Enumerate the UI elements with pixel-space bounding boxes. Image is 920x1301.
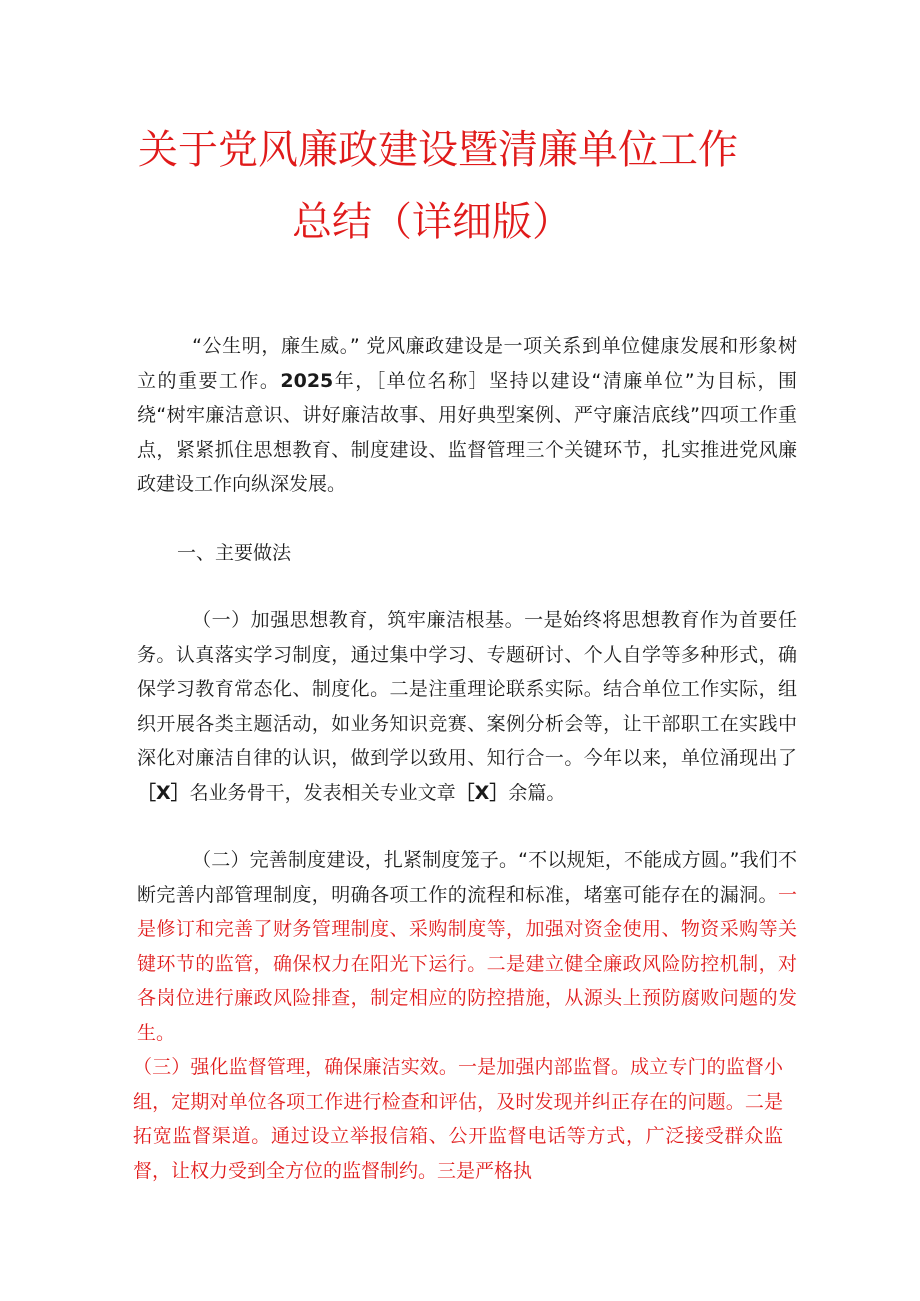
title-line-1: 关于党风廉政建设暨清廉单位工作 xyxy=(138,127,738,173)
item-1-text-b: 名业务骨干，发表相关专业文章 xyxy=(189,781,456,804)
item-1-placeholder-2: ［X］ xyxy=(455,781,509,804)
item-1-text-a: （一）加强思想教育，筑牢廉洁根基。一是始终将思想教育作为首要任务。认真落实学习制度，通过集中学习、专题研讨、个人自学等多种形式，确保学习教育常态化、制度化。二是注重理论联系实际。结合单位工作实际，组织开展各类主题活动，如业务知识竞赛、案例分析会等，让干部职工在实践中深化对廉洁自律的认识，做到学以致用、知行合一。今年以来，单位涌现出了 xyxy=(137,609,797,769)
intro-text-1: “公生明，廉生威。” 党风廉政建设是一项关系到单位健康发展和形象树立的重要工作。 xyxy=(137,335,797,392)
title-line-2: 总结（详细版） xyxy=(292,199,572,245)
item-1-text-c: 余篇。 xyxy=(508,781,566,804)
item-2-paragraph xyxy=(137,843,797,1050)
section-heading-main-practices: 一、主要做法 xyxy=(177,542,292,564)
intro-paragraph xyxy=(137,329,797,502)
item-1-paragraph xyxy=(137,603,797,810)
item-1-placeholder-1: ［X］ xyxy=(137,781,190,804)
item-3-text: （三）强化监督管理，确保廉洁实效。一是加强内部监督。成立专门的监督小组，定期对单位各项工作进行检查和评估，及时发现并纠正存在的问题。二是拓宽监督渠道。通过设立举报信箱、公开监督电话等方式，广泛接受群众监督，让权力受到全方位的监督制约。三是严格执 xyxy=(133,1056,783,1182)
intro-year: 2025 xyxy=(280,369,334,392)
intro-text-2: 年，［单位名称］坚持以建设“清廉单位”为目标，围绕“树牢廉洁意识、讲好廉洁故事、用好典型案例、严守廉洁底线”四项工作重点，紧紧抓住思想教育、制度建设、监督管理三个关键环节，扎实推进党风廉政建设工作向纵深发展。 xyxy=(137,369,797,495)
item-2-text-red: 一是修订和完善了财务管理制度、采购制度等，加强对资金使用、物资采购等关键环节的监管，确保权力在阳光下运行。二是建立健全廉政风险防控机制，对各岗位进行廉政风险排查，制定相应的防控措施，从源头上预防腐败问题的发生。 xyxy=(137,883,797,1044)
item-2-text-black: （二）完善制度建设，扎紧制度笼子。“不以规矩，不能成方圆。”我们不断完善内部管理制度，明确各项工作的流程和标准，堵塞可能存在的漏洞。 xyxy=(137,849,797,906)
item-3-paragraph xyxy=(133,1050,783,1188)
